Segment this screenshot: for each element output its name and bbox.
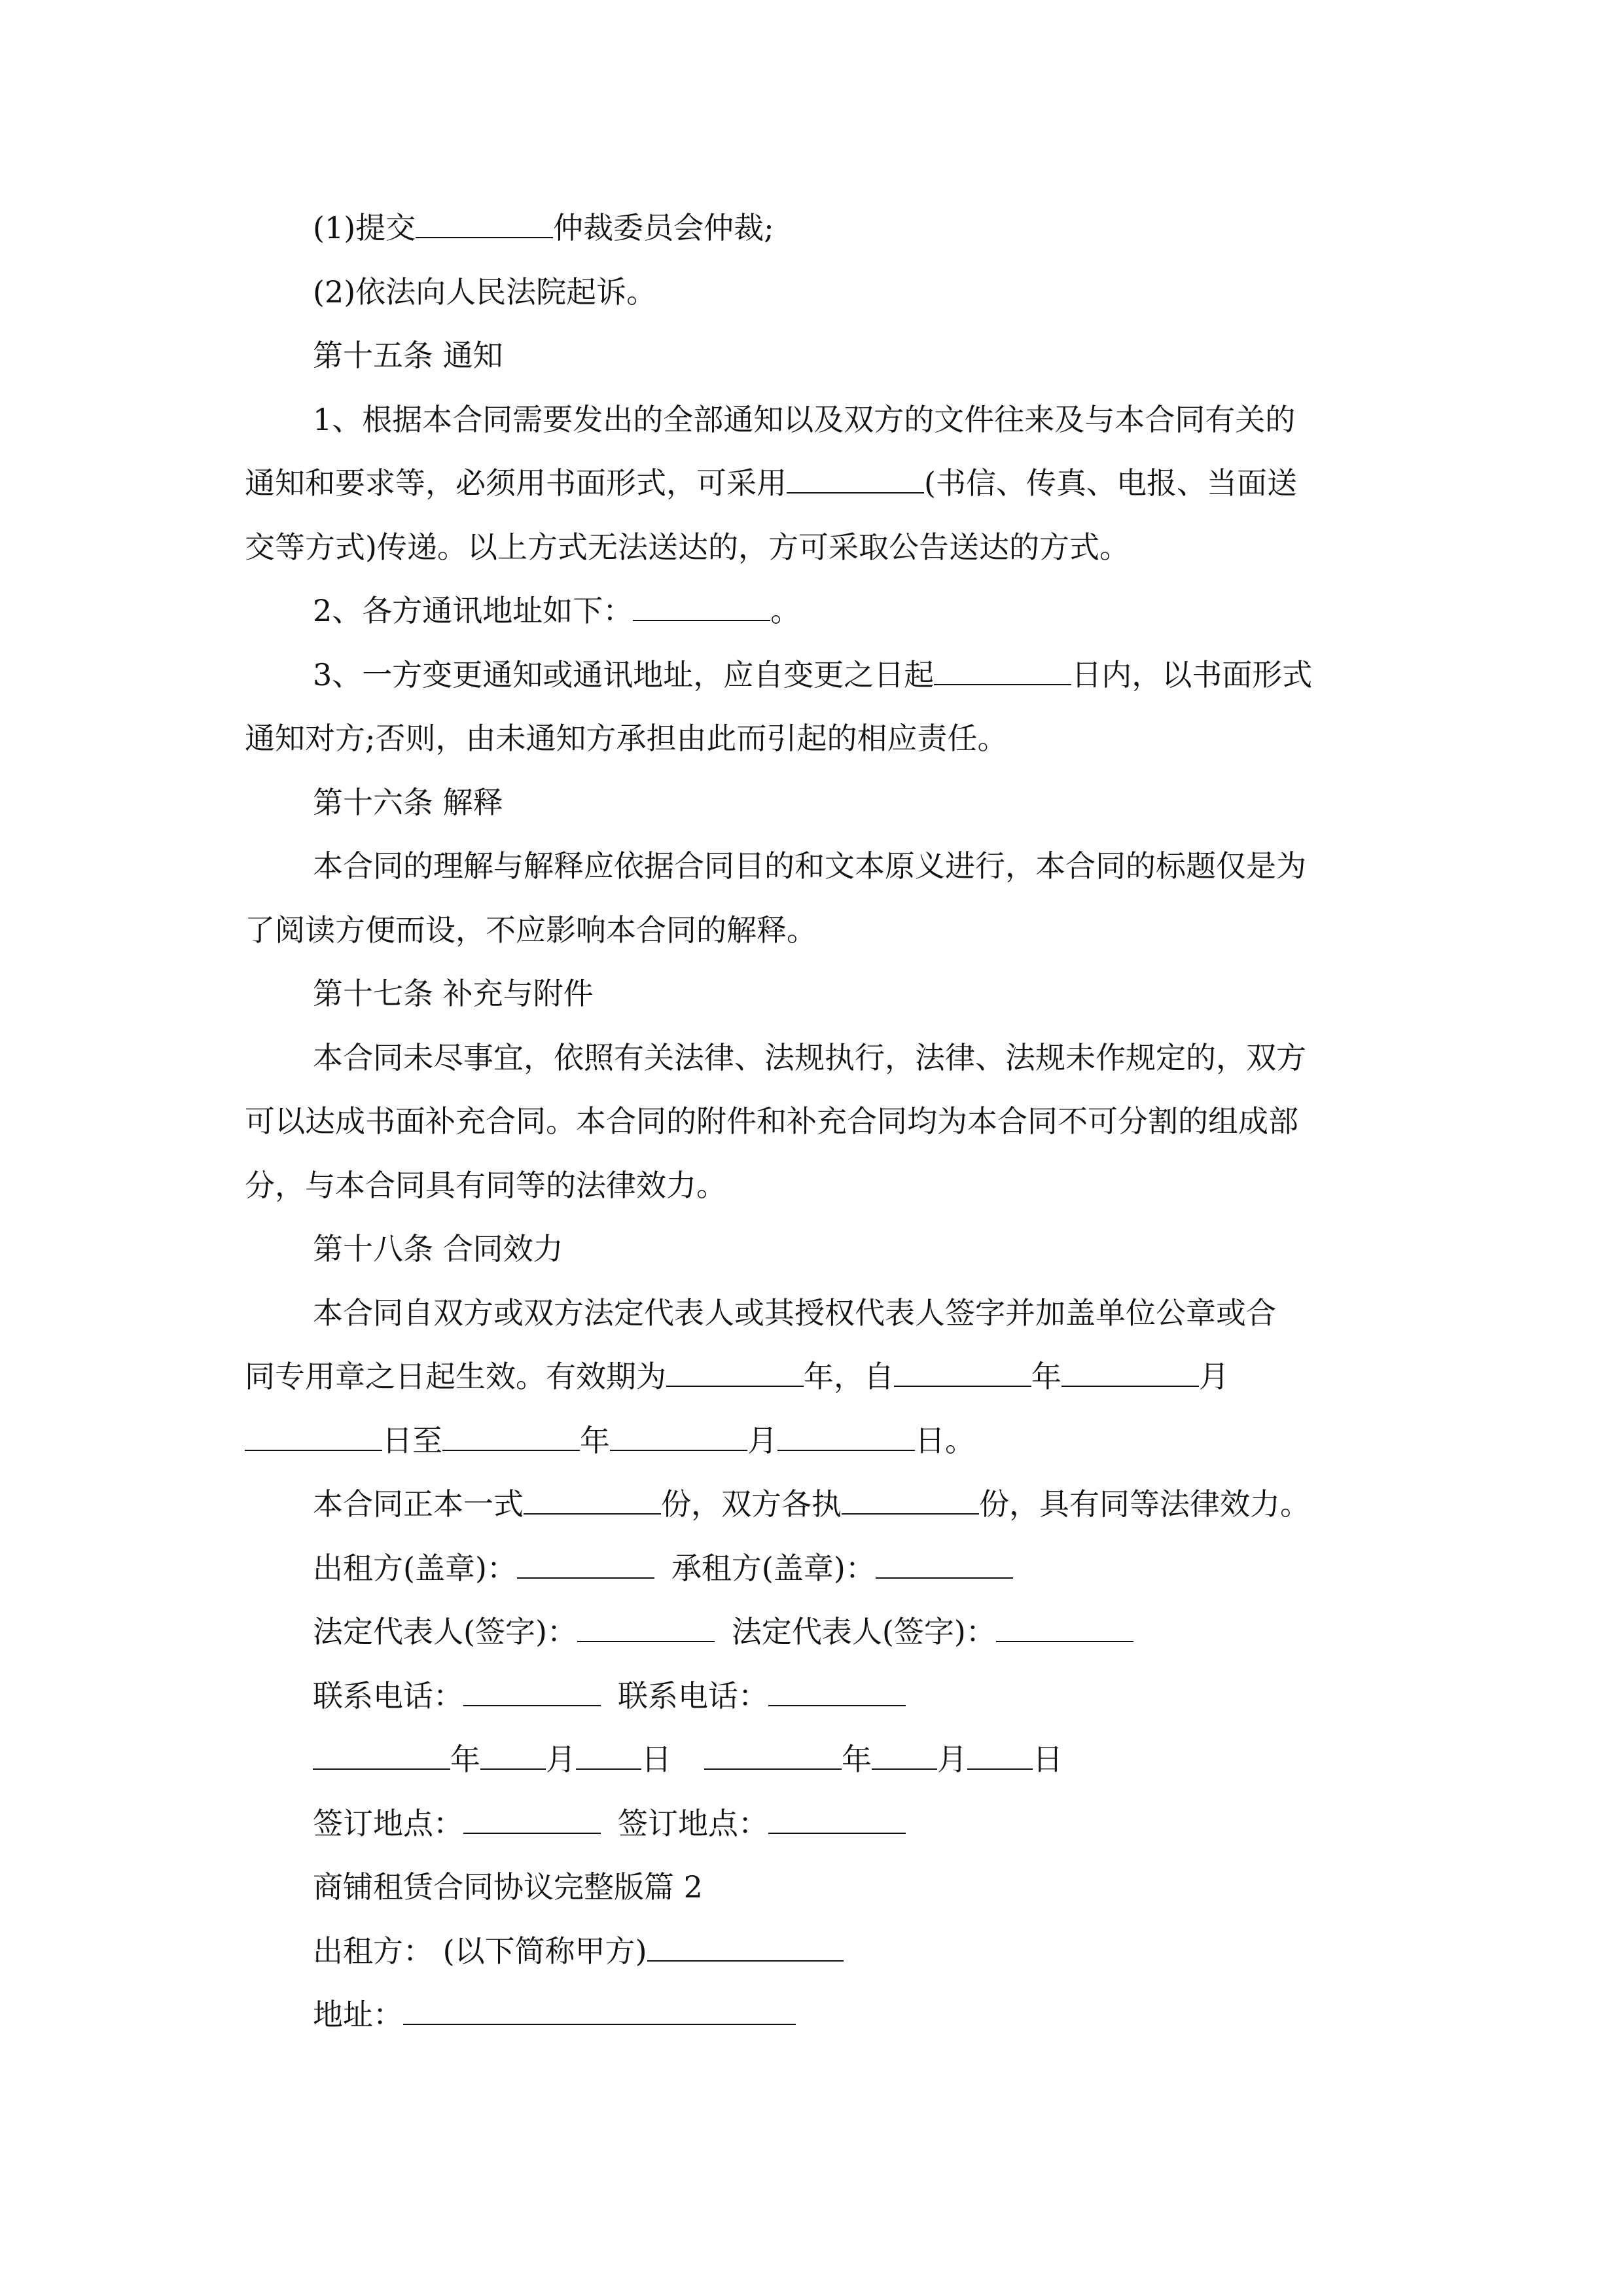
paragraph: 本合同的理解与解释应依据合同目的和文本原义进行，本合同的标题仅是为 bbox=[313, 848, 1306, 884]
signature-rep-line: 法定代表人(签字)： 法定代表人(签字)： bbox=[245, 1600, 1381, 1664]
article-16-heading: 第十六条 解释 bbox=[313, 784, 503, 820]
signature-date-line: 年 月 日 年 月 日 bbox=[245, 1728, 1381, 1792]
clause-arbitration: (1)提交 仲裁委员会仲裁; bbox=[313, 210, 774, 245]
clause-litigation: (2)依法向人民法院起诉。 bbox=[313, 274, 657, 310]
blank-line bbox=[768, 1806, 906, 1834]
blank-line bbox=[480, 1742, 546, 1770]
address-line: 地址： bbox=[245, 1983, 1381, 2047]
article-15-heading: 第十五条 通知 bbox=[313, 338, 503, 373]
paragraph: 通知对方;否则，由未通知方承担由此而引起的相应责任。 bbox=[245, 721, 1008, 756]
paragraph: 本合同自双方或双方法定代表人或其授权代表人签字并加盖单位公章或合 bbox=[313, 1295, 1276, 1331]
blank-line bbox=[996, 1615, 1133, 1642]
blank-line bbox=[777, 1424, 915, 1451]
blank-line bbox=[704, 1742, 842, 1770]
signature-phone-line: 联系电话： 联系电话： bbox=[245, 1664, 1381, 1729]
paragraph: 交等方式)传递。以上方式无法送达的，方可采取公告送达的方式。 bbox=[245, 529, 1130, 565]
blank-line bbox=[787, 466, 924, 493]
paragraph: 了阅读方便而设，不应影响本合同的解释。 bbox=[245, 912, 817, 948]
section-heading: 商铺租赁合同协议完整版篇 2 bbox=[313, 1869, 703, 1905]
blank-line bbox=[967, 1742, 1033, 1770]
blank-line bbox=[576, 1742, 641, 1770]
blank-line bbox=[647, 1934, 844, 1962]
blank-line bbox=[463, 1679, 601, 1706]
blank-line bbox=[876, 1551, 1013, 1579]
blank-line bbox=[463, 1806, 601, 1834]
article-18-heading: 第十八条 合同效力 bbox=[313, 1231, 563, 1266]
blank-line bbox=[403, 1998, 796, 2025]
paragraph: 3、一方变更通知或通讯地址，应自变更之日起 日内，以书面形式 bbox=[313, 656, 1313, 692]
paragraph: 本合同未尽事宜，依照有关法律、法规执行，法律、法规未作规定的，双方 bbox=[313, 1039, 1306, 1075]
blank-line bbox=[934, 658, 1071, 685]
blank-line bbox=[313, 1742, 450, 1770]
signature-place-line: 签订地点： 签订地点： bbox=[245, 1792, 1381, 1856]
paragraph: 本合同正本一式 份，双方各执 份，具有同等法律效力。 bbox=[313, 1486, 1310, 1522]
blank-line bbox=[517, 1551, 654, 1579]
blank-line bbox=[442, 1424, 580, 1451]
blank-line bbox=[872, 1742, 937, 1770]
blank-line bbox=[416, 211, 553, 238]
blank-line bbox=[633, 594, 770, 621]
blank-line bbox=[245, 1424, 382, 1451]
paragraph: 通知和要求等，必须用书面形式，可采用 (书信、传真、电报、当面送 bbox=[245, 465, 1297, 501]
paragraph: 2、各方通讯地址如下： 。 bbox=[313, 593, 801, 628]
blank-line bbox=[768, 1679, 906, 1706]
blank-line bbox=[894, 1359, 1031, 1387]
paragraph: 日至 年 月 日。 bbox=[245, 1409, 1381, 1473]
blank-line bbox=[666, 1359, 804, 1387]
blank-line bbox=[610, 1424, 747, 1451]
contract-text bbox=[245, 196, 1381, 2047]
blank-line bbox=[842, 1487, 979, 1515]
lessor-line: 出租方： (以下简称甲方) bbox=[245, 1920, 1381, 1984]
paragraph: 可以达成书面补充合同。本合同的附件和补充合同均为本合同不可分割的组成部 bbox=[245, 1103, 1298, 1139]
paragraph: 分，与本合同具有同等的法律效力。 bbox=[245, 1167, 726, 1203]
article-17-heading: 第十七条 补充与附件 bbox=[313, 976, 594, 1011]
signature-seal-line: 出租方(盖章)： 承租方(盖章)： bbox=[245, 1537, 1381, 1601]
blank-line bbox=[524, 1487, 661, 1515]
paragraph: 同专用章之日起生效。有效期为 年，自 年 月 bbox=[245, 1359, 1229, 1394]
paragraph: 1、根据本合同需要发出的全部通知以及双方的文件往来及与本合同有关的 bbox=[313, 401, 1296, 437]
blank-line bbox=[577, 1615, 715, 1642]
blank-line bbox=[1061, 1359, 1199, 1387]
